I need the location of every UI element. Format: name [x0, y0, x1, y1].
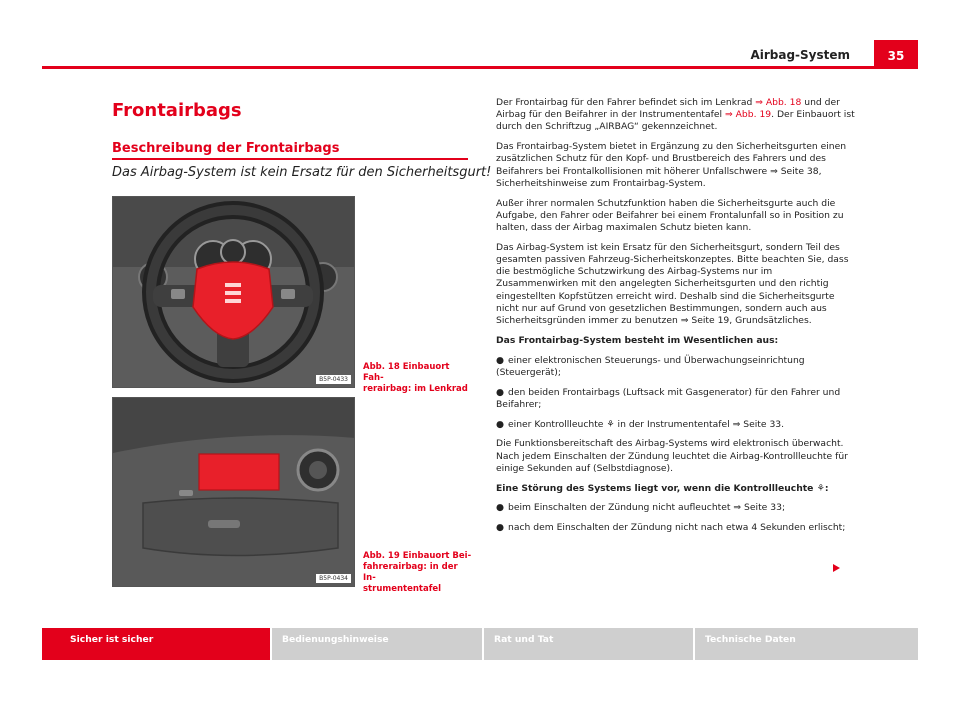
figure-caption: Abb. 18 Einbauort Fah- rerairbag: im Lenkrad	[363, 362, 468, 394]
list-heading: Eine Störung des Systems liegt vor, wenn die Kontrollleuchte ⚘:	[496, 482, 829, 494]
figure-code: B5P-0434	[316, 574, 351, 583]
footer-tab-rat[interactable]: Rat und Tat	[484, 628, 693, 660]
intro-text: Das Airbag-System ist kein Ersatz für den Sicherheitsgurt!	[112, 165, 492, 180]
list-item: ● einer elektronischen Steuerungs- und Überwachungseinrichtung (Steuergerät);	[496, 354, 805, 378]
figure-caption: Abb. 19 Einbauort Bei- fahrerairbag: in der In- strumententafel	[363, 551, 472, 594]
paragraph: Das Frontairbag-System bietet in Ergänzung zu den Sicherheitsgurten einen zusätzlichen Schutz für den Kopf- und Brustbereich des Fahrers und des Beifahrers bei Frontalkollisionen mit höherer Unfallschwere ⇒ Seite 38, Sicherheitshinweise zum Frontairbag-System.	[496, 141, 847, 189]
figure-link[interactable]: ⇒ Abb. 19	[725, 109, 772, 121]
page-number: 35	[874, 40, 918, 68]
continue-arrow-icon	[833, 564, 840, 572]
list-heading: Das Frontairbag-System besteht im Wesentlichen aus:	[496, 334, 779, 346]
subsection-rule	[112, 158, 468, 160]
section-heading: Frontairbags	[112, 100, 242, 121]
running-header-title: Airbag-System	[750, 48, 850, 62]
paragraph: Das Airbag-System ist kein Ersatz für den Sicherheitsgurt, sondern Teil des gesamten passiven Fahrzeug-Sicherheitskonzeptes. Bitte beachten Sie, dass die bestmögliche Schutzwirkung des Airbag-Systems nur im Zusammenwirken mit den angelegten Sicherheitsgurten und den richtig eingestellten Kopfstützen erreicht wird. Deshalb sind die Sicherheitsgurte nicht nur auf Grund von gesetzlichen Bestimmungen, sondern auch aus Sicherheitsgründen immer zu benutzen ⇒ Seite 19, Grundsätzliches.	[496, 241, 849, 327]
figure-passenger-airbag	[112, 397, 355, 587]
paragraph: Die Funktionsbereitschaft des Airbag-Systems wird elektronisch überwacht. Nach jedem Einschalten der Zündung leuchtet die Airbag-Kontrollleuchte für einige Sekunden auf (Selbstdiagnose).	[496, 438, 848, 474]
footer-tab-technik[interactable]: Technische Daten	[695, 628, 918, 660]
list-item: ● einer Kontrollleuchte ⚘ in der Instrumententafel ⇒ Seite 33.	[496, 418, 785, 430]
figure-link[interactable]: ⇒ Abb. 18	[755, 97, 802, 108]
figure-steering-wheel-airbag	[112, 196, 355, 388]
list-item: ● nach dem Einschalten der Zündung nicht nach etwa 4 Sekunden erlischt;	[496, 522, 846, 534]
figure-code: B5P-0433	[316, 375, 351, 384]
paragraph: Der Frontairbag für den Fahrer befindet sich im Lenkrad ⇒ Abb. 18 und der Airbag für den Beifahrer in der Instrumententafel ⇒ Abb. 19. Der Einbauort ist durch den Schriftzug „AIRBAG“ gekennzeichnet.	[496, 97, 855, 133]
header-rule	[42, 66, 918, 69]
paragraph: Außer ihrer normalen Schutzfunktion haben die Sicherheitsgurte auch die Aufgabe, den Fahrer oder Beifahrer bei einem Frontalunfall so in Position zu halten, dass der Airbag maximalen Schutz bieten kann.	[496, 197, 844, 234]
footer-tab-bedienung[interactable]: Bedienungshinweise	[272, 628, 482, 660]
list-item: ● beim Einschalten der Zündung nicht aufleuchtet ⇒ Seite 33;	[496, 502, 786, 514]
footer-tab-sicher[interactable]: Sicher ist sicher	[42, 628, 270, 660]
body-text	[496, 97, 856, 542]
subsection-heading: Beschreibung der Frontairbags	[112, 141, 340, 156]
list-item: ● den beiden Frontairbags (Luftsack mit Gasgenerator) für den Fahrer und Beifahrer;	[496, 386, 841, 410]
